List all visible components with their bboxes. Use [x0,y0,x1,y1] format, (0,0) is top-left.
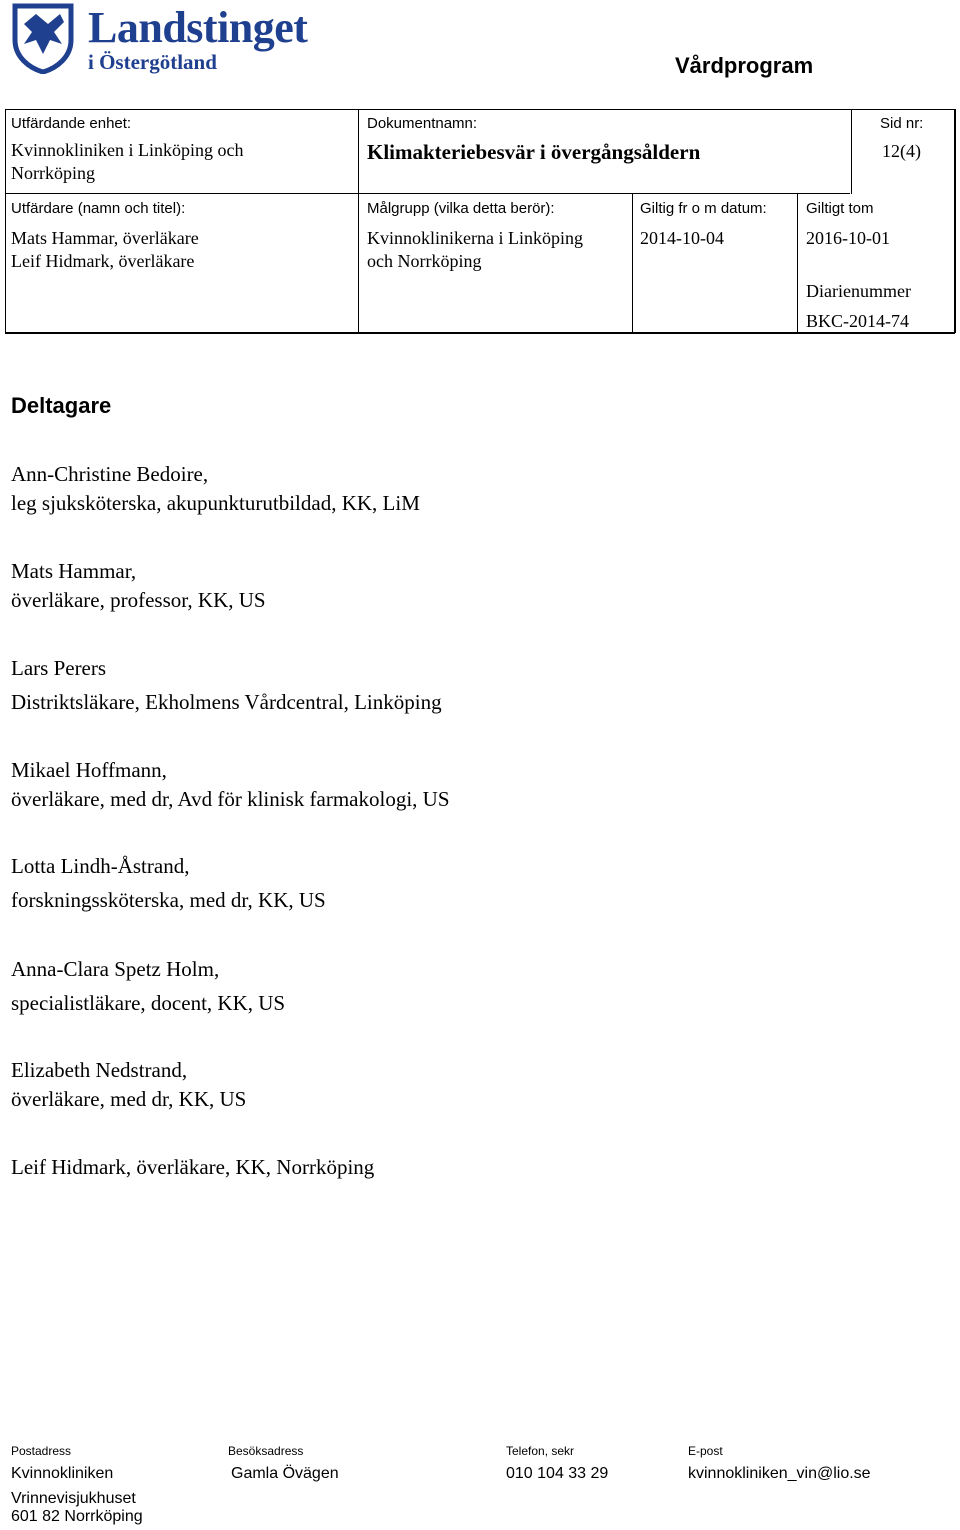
participant-name: Elizabeth Nedstrand, [11,1058,188,1082]
postal-address-label: Postadress [11,1444,72,1458]
participant-name: Mats Hammar, [11,559,137,583]
section-title: Deltagare [11,393,112,418]
postal-address-line-3: 601 82 Norrköping [11,1508,143,1525]
target-group-line-2: och Norrköping [367,251,482,271]
table-border-right [954,109,956,333]
phone-label: Telefon, sekr [506,1444,575,1458]
valid-to-label: Giltigt tom [806,200,874,217]
visiting-address: Gamla Övägen [231,1465,339,1482]
table-border-left [5,109,6,333]
page-number: 12(4) [882,141,921,161]
postal-address-line-1: Kvinnokliniken [11,1465,114,1482]
participant-name: Ann-Christine Bedoire, [11,462,209,486]
document-name: Klimakteriebesvär i övergångsåldern [367,140,701,164]
valid-from-label: Giltig fr o m datum: [640,200,767,217]
email-address: kvinnokliniken_vin@lio.se [688,1465,871,1482]
participant-name: Lotta Lindh-Åstrand, [11,854,190,878]
organization-logo [10,0,320,80]
registry-number: BKC-2014-74 [806,311,909,331]
issuing-unit-line-1: Kvinnokliniken i Linköping och [11,140,244,160]
participant-role: överläkare, professor, KK, US [11,588,266,612]
phone-number: 010 104 33 29 [506,1465,609,1482]
table-border-top [5,109,955,110]
participant-role: forskningssköterska, med dr, KK, US [11,888,326,912]
participant-role: överläkare, med dr, KK, US [11,1087,247,1111]
participant-name: Anna-Clara Spetz Holm, [11,957,220,981]
table-col-divider [797,193,798,333]
issuing-unit-line-2: Norrköping [11,163,95,183]
participant-role: leg sjuksköterska, akupunkturutbildad, KK, LiM [11,491,420,515]
county-shield-icon [10,2,76,74]
participant-name: Mikael Hoffmann, [11,758,167,782]
issuing-unit-label: Utfärdande enhet: [11,115,132,132]
participant-name: Leif Hidmark, överläkare, KK, Norrköping [11,1155,375,1179]
valid-to-date: 2016-10-01 [806,228,890,248]
document-type-title: Vårdprogram [675,53,814,78]
visiting-address-label: Besöksadress [228,1444,304,1458]
registry-label: Diarienummer [806,281,911,301]
logo-region: i Östergötland [88,50,217,74]
table-col-divider [632,193,633,333]
issuer-line-2: Leif Hidmark, överläkare [11,251,195,271]
table-col-divider [851,109,852,194]
issuer-line-1: Mats Hammar, överläkare [11,228,199,248]
email-label: E-post [688,1444,723,1458]
participant-role: Distriktsläkare, Ekholmens Vårdcentral, Linköping [11,690,442,714]
table-col-divider [358,109,359,333]
page-number-label: Sid nr: [880,115,924,132]
postal-address-line-2: Vrinnevisjukhuset [11,1490,136,1507]
logo-name: Landstinget [88,3,308,52]
document-name-label: Dokumentnamn: [367,115,478,132]
target-group-line-1: Kvinnoklinikerna i Linköping [367,228,583,248]
participant-role: överläkare, med dr, Avd för klinisk farmakologi, US [11,787,450,811]
issuer-label: Utfärdare (namn och titel): [11,200,186,217]
target-group-label: Målgrupp (vilka detta berör): [367,200,555,217]
table-row-divider [5,193,850,194]
valid-from-date: 2014-10-04 [640,228,724,248]
participant-name: Lars Perers [11,656,107,680]
participant-role: specialistläkare, docent, KK, US [11,991,286,1015]
